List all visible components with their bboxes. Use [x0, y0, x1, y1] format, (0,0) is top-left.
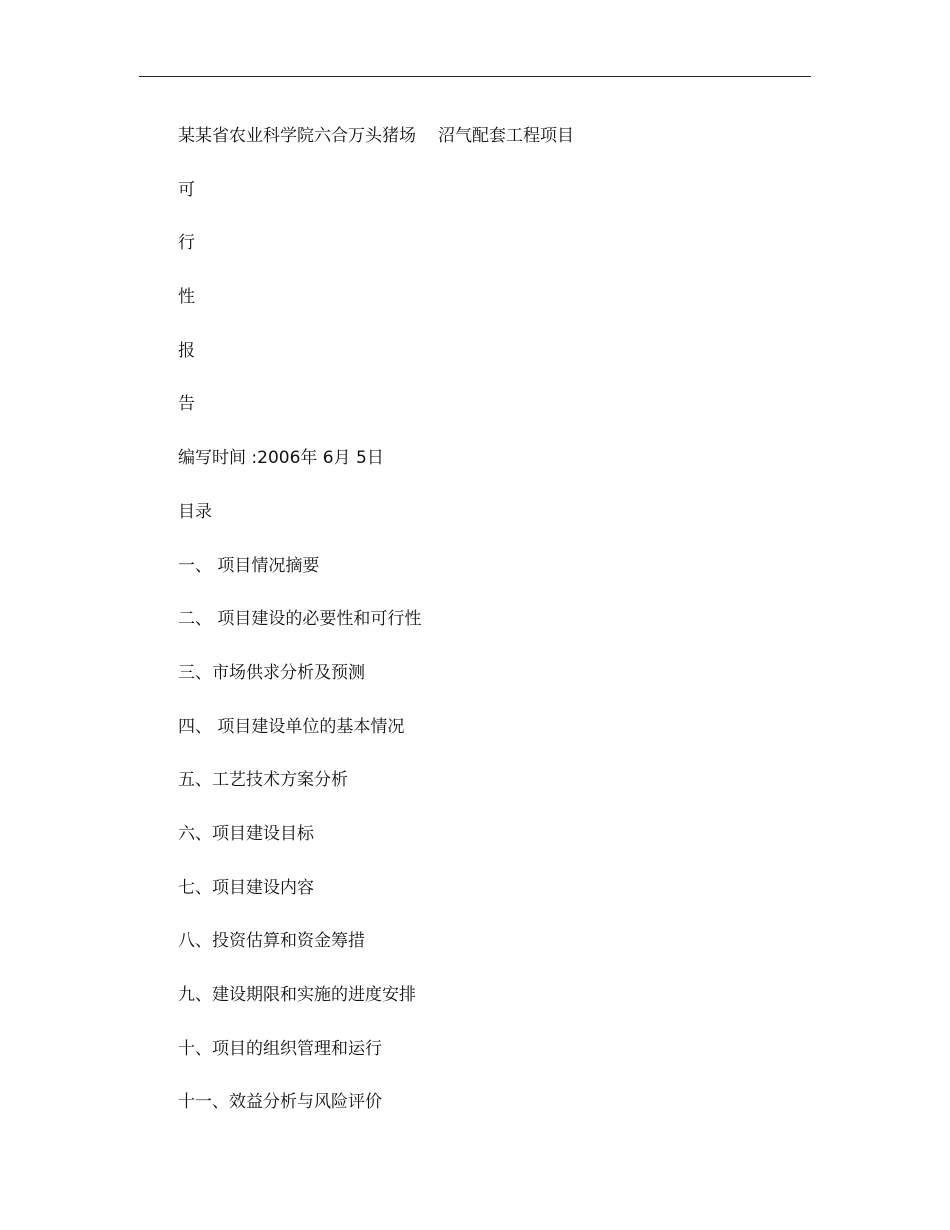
toc-item: 四、 项目建设单位的基本情况 — [178, 716, 405, 737]
toc-item: 十、项目的组织管理和运行 — [178, 1038, 382, 1059]
toc-item: 八、投资估算和资金筹措 — [178, 931, 365, 952]
vertical-title-char: 可 — [178, 179, 195, 200]
project-title — [178, 123, 798, 149]
toc-item: 九、建设期限和实施的进度安排 — [178, 985, 416, 1005]
vertical-title-char: 性 — [178, 287, 195, 308]
toc-heading: 目录 — [178, 501, 212, 522]
toc-item: 五、工艺技术方案分析 — [178, 770, 348, 791]
toc-item: 一、 项目情况摘要 — [178, 555, 320, 576]
date-line: 编写时间 :2006年 6月 5日 — [178, 448, 384, 469]
project-title-part1: 某某省农业科学院六合万头猪场 — [178, 126, 416, 146]
toc-item: 七、项目建设内容 — [178, 877, 314, 898]
header-rule — [139, 76, 811, 77]
vertical-title-char: 行 — [178, 233, 195, 254]
vertical-title-char: 告 — [178, 394, 195, 415]
vertical-title-char: 报 — [178, 340, 195, 361]
toc-item: 十一、效益分析与风险评价 — [178, 1092, 382, 1113]
toc-item: 三、市场供求分析及预测 — [178, 662, 365, 683]
toc-item: 二、 项目建设的必要性和可行性 — [178, 609, 422, 630]
project-title-part2: 沼气配套工程项目 — [438, 126, 574, 146]
toc-item: 六、项目建设目标 — [178, 823, 314, 844]
document-body — [178, 123, 798, 1143]
